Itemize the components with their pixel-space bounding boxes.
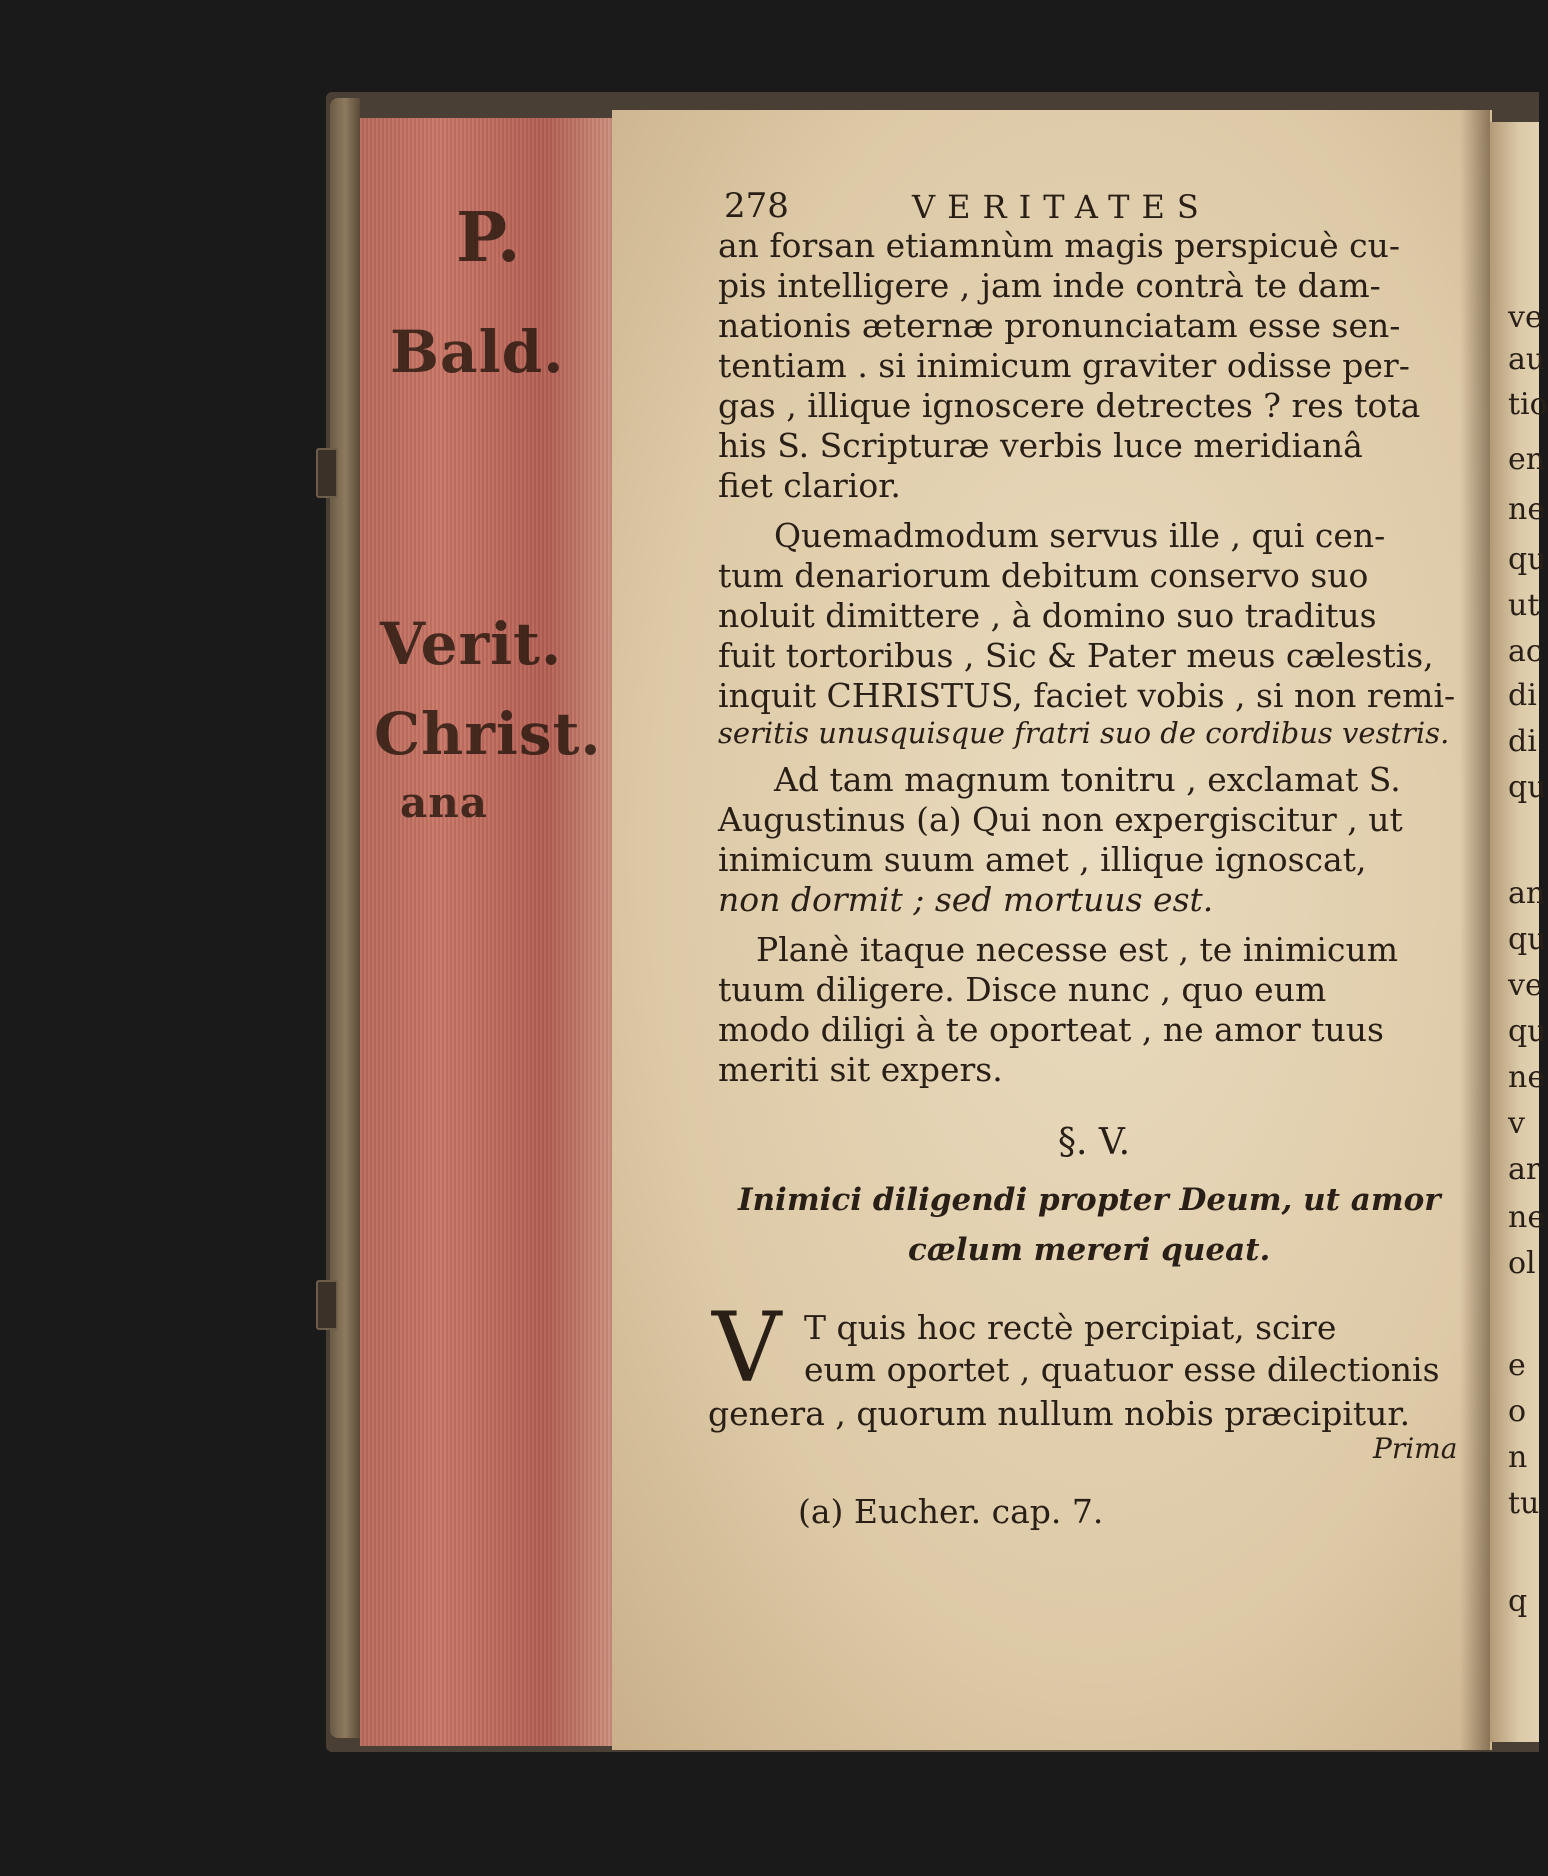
right-page-fragment: ac bbox=[1508, 634, 1543, 669]
right-page-fragment: qu bbox=[1508, 922, 1547, 957]
fore-edge-title-line: Christ. bbox=[374, 700, 602, 768]
text-line: inquit CHRISTUS, faciet vobis , si non remi- bbox=[718, 676, 1456, 715]
right-page-fragment: en bbox=[1508, 442, 1546, 477]
text-line: genera , quorum nullum nobis præcipitur. bbox=[708, 1394, 1411, 1433]
right-page-fragment: di bbox=[1508, 678, 1537, 713]
gutter-shadow bbox=[1460, 110, 1490, 1750]
text-line: meriti sit expers. bbox=[718, 1050, 1003, 1089]
section-title-line: Inimici diligendi propter Deum, ut amor bbox=[738, 1182, 1441, 1218]
right-page-fragment: v bbox=[1508, 1106, 1525, 1141]
clasp-top bbox=[316, 448, 338, 498]
right-page-fragment: tio bbox=[1508, 387, 1548, 422]
fore-edge-title-line: ana bbox=[400, 778, 488, 827]
text-line: Ad tam magnum tonitru , exclamat S. bbox=[774, 760, 1401, 799]
text-line: non dormit ; sed mortuus est. bbox=[718, 880, 1214, 919]
text-line: pis intelligere , jam inde contrà te dam- bbox=[718, 266, 1381, 305]
text-line: an forsan etiamnùm magis perspicuè cu- bbox=[718, 226, 1400, 265]
right-page-fragment: ol bbox=[1508, 1246, 1536, 1281]
text-line: eum oportet , quatuor esse dilectionis bbox=[804, 1350, 1440, 1389]
right-page-fragment: ne bbox=[1508, 492, 1546, 527]
text-line: Augustinus (a) Qui non expergiscitur , ut bbox=[718, 800, 1403, 839]
right-page-fragment: ve bbox=[1508, 968, 1543, 1003]
clasp-bottom bbox=[316, 1280, 338, 1330]
book-spine bbox=[330, 98, 360, 1738]
right-page-fragment: qu bbox=[1508, 770, 1547, 805]
fore-edge-title-line: P. bbox=[456, 198, 522, 278]
text-line: T quis hoc rectè percipiat, scire bbox=[804, 1308, 1337, 1347]
text-line: Quemadmodum servus ille , qui cen- bbox=[774, 516, 1386, 555]
text-line: modo diligi à te oporteat , ne amor tuus bbox=[718, 1010, 1384, 1049]
right-page-fragment: o bbox=[1508, 1394, 1527, 1429]
page-number: 278 bbox=[724, 186, 789, 226]
fore-edge-title-line: Bald. bbox=[390, 318, 565, 386]
right-page-fragment: qu bbox=[1508, 542, 1547, 577]
footnote: (a) Eucher. cap. 7. bbox=[798, 1492, 1104, 1531]
right-page-fragment: qu bbox=[1508, 1014, 1547, 1049]
section-title-line: cælum mereri queat. bbox=[908, 1232, 1271, 1268]
section-mark: §. V. bbox=[1058, 1122, 1131, 1163]
right-page-fragment: e bbox=[1508, 1348, 1526, 1383]
text-line: inimicum suum amet , illique ignoscat, bbox=[718, 840, 1367, 879]
text-line: tum denariorum debitum conservo suo bbox=[718, 556, 1369, 595]
right-page-fragment: ut bbox=[1508, 588, 1540, 623]
right-page-fragment: au bbox=[1508, 342, 1546, 377]
drop-cap: V bbox=[712, 1292, 782, 1404]
text-line: gas , illique ignoscere detrectes ? res tota bbox=[718, 386, 1421, 425]
text-line: seritis unusquisque fratri suo de cordibus vestris. bbox=[718, 716, 1450, 750]
right-page-fragment: ve bbox=[1508, 300, 1543, 335]
text-line: nationis æternæ pronunciatam esse sen- bbox=[718, 306, 1401, 345]
fore-edge-title-line: Verit. bbox=[380, 610, 563, 678]
text-line: fuit tortoribus , Sic & Pater meus cælestis, bbox=[718, 636, 1434, 675]
text-line: his S. Scripturæ verbis luce meridianâ bbox=[718, 426, 1363, 465]
text-line: tentiam . si inimicum graviter odisse per- bbox=[718, 346, 1410, 385]
text-line: tuum diligere. Disce nunc , quo eum bbox=[718, 970, 1327, 1009]
right-page-fragment: ne bbox=[1508, 1060, 1546, 1095]
right-page-fragment: n bbox=[1508, 1440, 1528, 1475]
right-page-fragment: q bbox=[1508, 1584, 1528, 1619]
paragraph bbox=[708, 1292, 1458, 1470]
text-line: fiet clarior. bbox=[718, 466, 901, 505]
right-page-fragment: ar bbox=[1508, 1152, 1541, 1187]
right-page-fragment: tu bbox=[1508, 1486, 1540, 1521]
right-page bbox=[1490, 122, 1548, 1742]
text-line: noluit dimittere , à domino suo traditus bbox=[718, 596, 1377, 635]
catchword: Prima bbox=[1373, 1432, 1458, 1465]
right-page-fragment: ne bbox=[1508, 1200, 1546, 1235]
text-line: Planè itaque necesse est , te inimicum bbox=[756, 930, 1398, 969]
running-head: VERITATES bbox=[912, 188, 1211, 226]
fore-edge bbox=[360, 118, 628, 1746]
right-page-fragment: di bbox=[1508, 724, 1537, 759]
right-page-fragment: an bbox=[1508, 876, 1546, 911]
page-header bbox=[724, 186, 1364, 226]
